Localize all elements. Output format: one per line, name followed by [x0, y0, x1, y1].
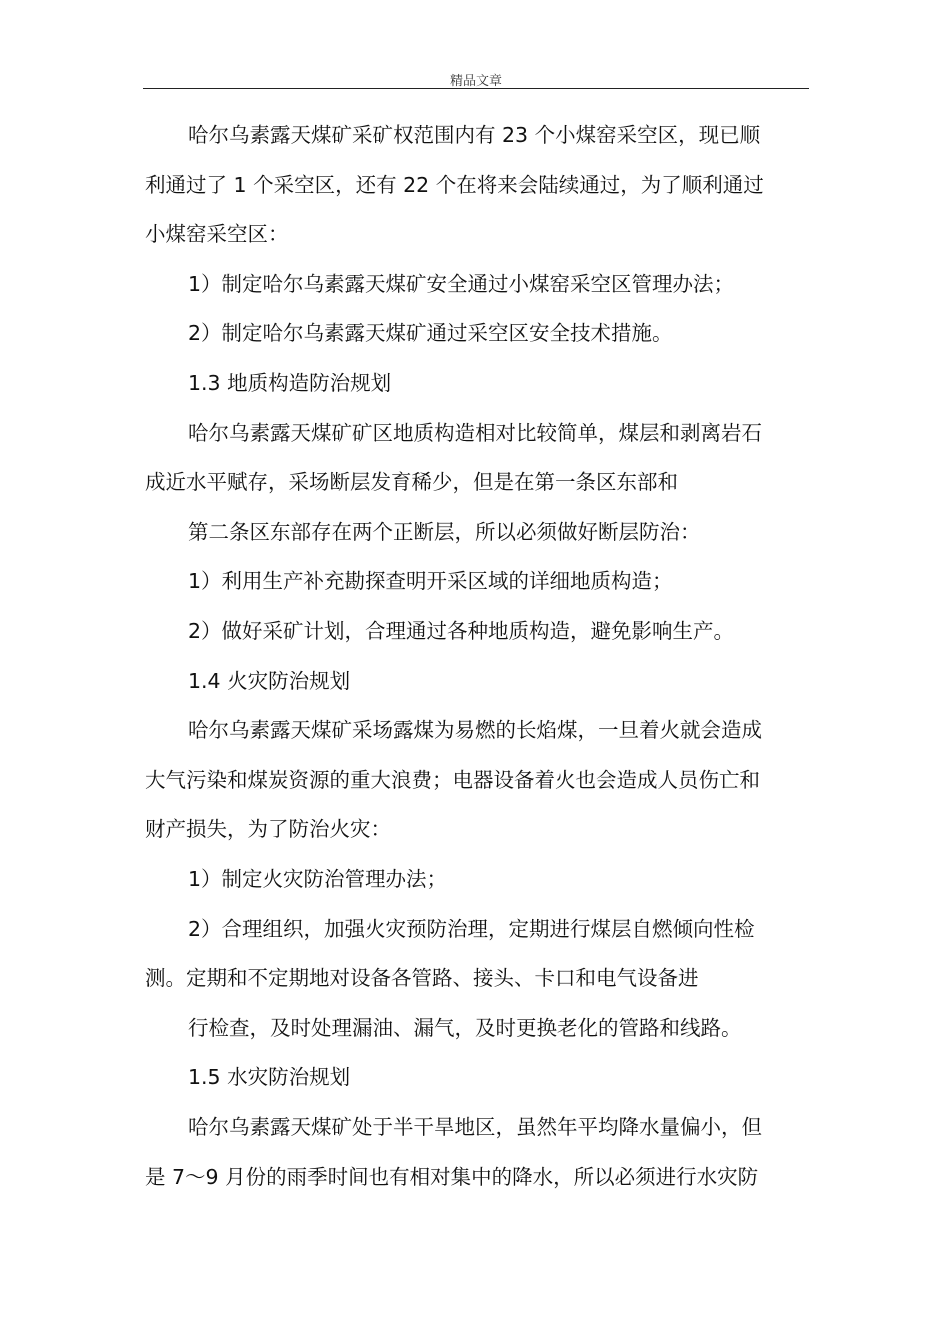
text-line: 2）合理组织，加强火灾预防治理，定期进行煤层自燃倾向性检 [188, 916, 755, 941]
text-line: 2）做好采矿计划，合理通过各种地质构造，避免影响生产。 [188, 619, 735, 643]
text-line: 1）制定火灾防治管理办法； [188, 867, 448, 891]
text-line: 1.5 水灾防治规划 [188, 1065, 351, 1090]
text-line: 第二条区东部存在两个正断层，所以必须做好断层防治： [188, 519, 701, 544]
text-line: 1）利用生产补充勘探查明开采区域的详细地质构造； [188, 569, 673, 594]
text-line: 哈尔乌素露天煤矿处于半干旱地区，虽然年平均降水量偏小，但 [188, 1115, 762, 1139]
text-line: 2）制定哈尔乌素露天煤矿通过采空区安全技术措施。 [188, 321, 673, 346]
text-line: 1.3 地质构造防治规划 [188, 371, 392, 395]
text-line: 行检查，及时处理漏油、漏气，及时更换老化的管路和线路。 [188, 1015, 742, 1040]
header-rule [143, 88, 809, 89]
page-header: 精品文章 [449, 74, 502, 89]
text-line: 小煤窑采空区： [145, 222, 289, 247]
text-line: 哈尔乌素露天煤矿采矿权范围内有 23 个小煤窑采空区，现已顺 [188, 123, 761, 147]
text-line: 哈尔乌素露天煤矿矿区地质构造相对比较简单，煤层和剥离岩石 [188, 420, 762, 445]
text-line: 财产损失，为了防治火灾： [145, 817, 391, 842]
text-line: 是 7～9 月份的雨季时间也有相对集中的降水，所以必须进行水灾防 [145, 1164, 759, 1189]
text-line: 1.4 火灾防治规划 [188, 668, 351, 693]
text-line: 测。定期和不定期地对设备各管路、接头、卡口和电气设备进 [145, 966, 699, 991]
text-line: 大气污染和煤炭资源的重大浪费；电器设备着火也会造成人员伤亡和 [145, 767, 760, 792]
text-line: 1）制定哈尔乌素露天煤矿安全通过小煤窑采空区管理办法； [188, 271, 735, 296]
text-line: 成近水平赋存，采场断层发育稀少，但是在第一条区东部和 [145, 470, 678, 495]
text-line: 利通过了 1 个采空区，还有 22 个在将来会陆续通过，为了顺利通过 [145, 172, 764, 197]
text-line: 哈尔乌素露天煤矿采场露煤为易燃的长焰煤，一旦着火就会造成 [188, 718, 762, 743]
